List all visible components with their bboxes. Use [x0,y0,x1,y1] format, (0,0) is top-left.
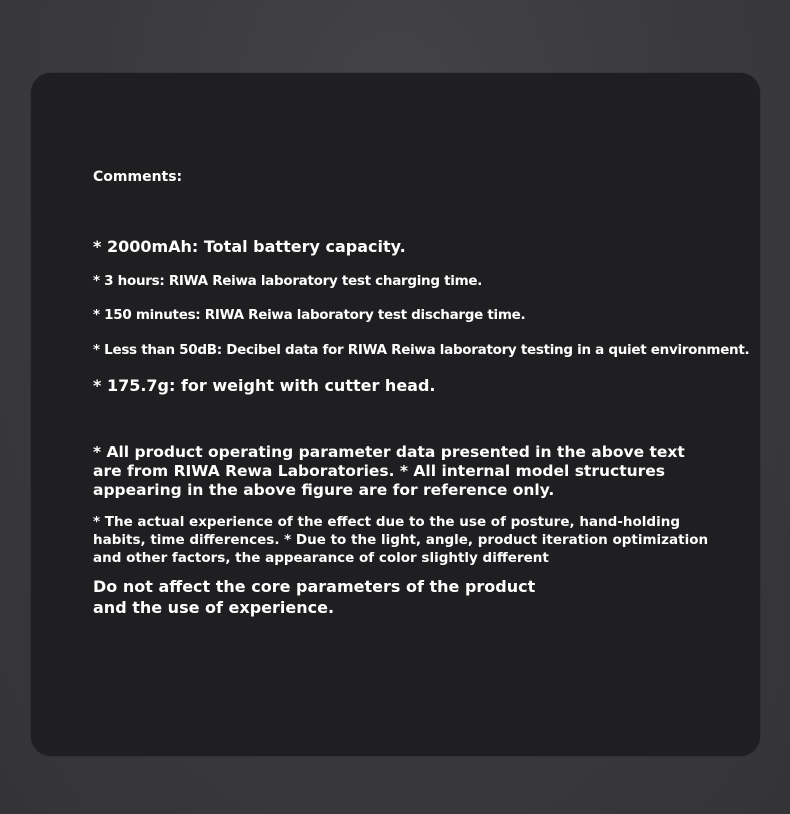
notes-card [31,73,760,756]
disclaimer-data-source: * All product operating parameter data presented in the above text are from RIWA Rewa Laboratories. * All internal model structures appearing in the above figure are for reference only. [93,443,685,499]
spec-discharge-time: * 150 minutes: RIWA Reiwa laboratory test discharge time. [93,307,526,323]
spec-charging-time: * 3 hours: RIWA Reiwa laboratory test charging time. [93,273,483,289]
comments-heading: Comments: [93,169,183,185]
disclaimer-core-parameters: Do not affect the core parameters of the product and the use of experience. [93,577,536,617]
spec-noise-level: * Less than 50dB: Decibel data for RIWA Reiwa laboratory testing in a quiet environment. [93,342,750,358]
spec-weight: * 175.7g: for weight with cutter head. [93,376,436,395]
disclaimer-appearance: * The actual experience of the effect due to the use of posture, hand-holding habits, time differences. * Due to the light, angle, product iteration optimization and other factors, the appearance of color slightly different [93,514,709,566]
spec-battery-capacity: * 2000mAh: Total battery capacity. [93,237,406,256]
